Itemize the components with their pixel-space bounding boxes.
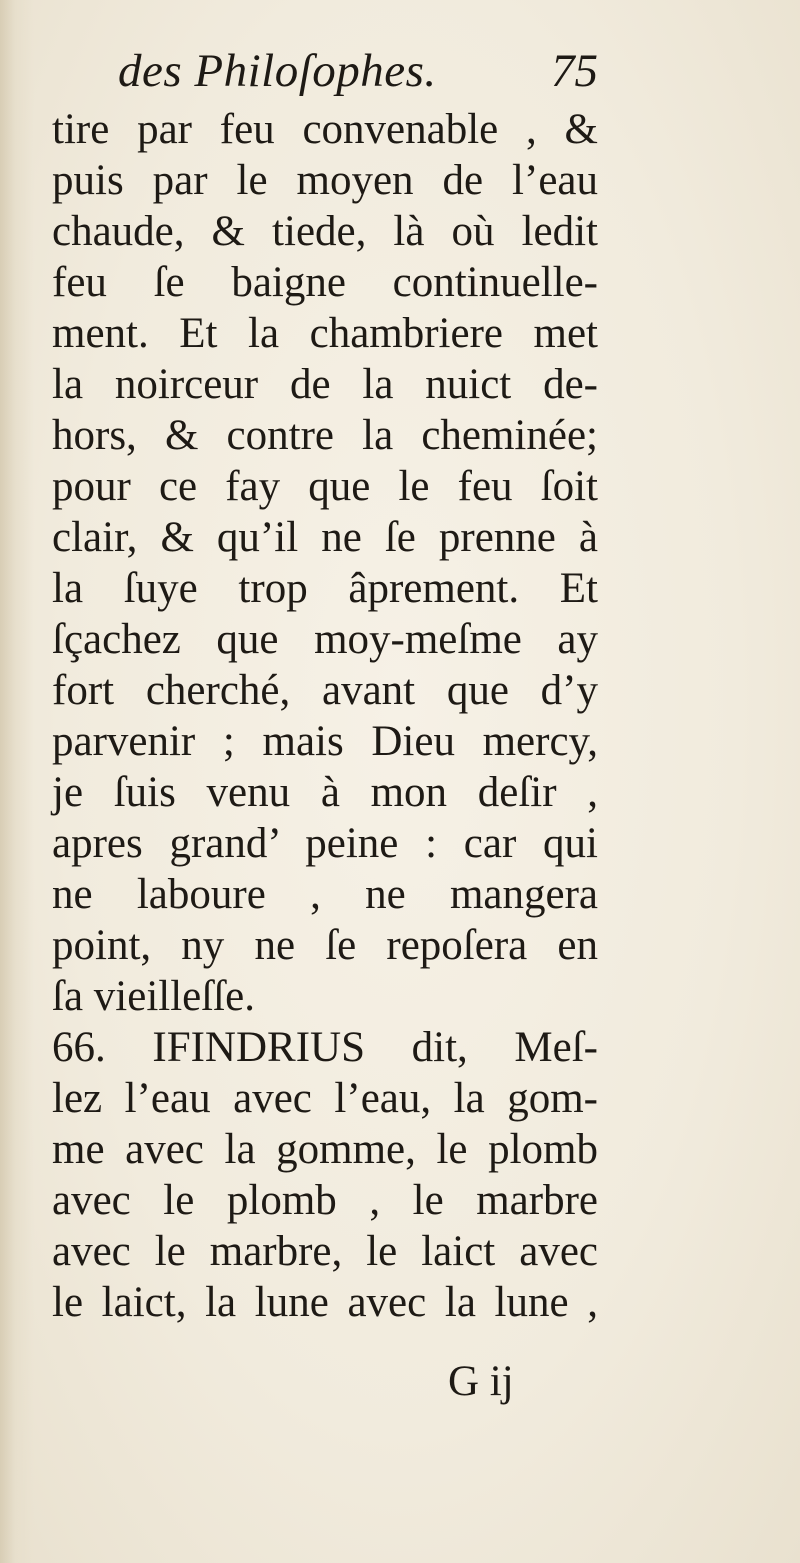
text-line: apres grand’ peine : car qui xyxy=(52,820,598,867)
text-line: tire par feu convenable , & xyxy=(52,106,598,153)
body-text xyxy=(52,104,598,1328)
text-line: chaude, & tiede, là où ledit xyxy=(52,208,598,255)
text-line: avec le marbre, le laict avec xyxy=(52,1228,598,1275)
text-line: hors, & contre la cheminée; xyxy=(52,412,598,459)
text-line: fort cherché, avant que d’y xyxy=(52,667,598,714)
text-line: la noirceur de la nuict de- xyxy=(52,361,598,408)
text-line: ſçachez que moy-meſme ay xyxy=(52,616,598,663)
text-line: puis par le moyen de l’eau xyxy=(52,157,598,204)
page-header xyxy=(118,40,598,102)
text-line: ment. Et la chambriere met xyxy=(52,310,598,357)
text-line: point, ny ne ſe repoſera en xyxy=(52,922,598,969)
text-line: je ſuis venu à mon deſir , xyxy=(52,769,598,816)
text-line: ſa vieilleſſe. xyxy=(52,973,255,1020)
text-line: 66. IFINDRIUS dit, Meſ- xyxy=(52,1024,598,1071)
text-line: le laict, la lune avec la lune , xyxy=(52,1279,598,1326)
running-title: des Philoſophes. xyxy=(118,45,437,97)
text-line: lez l’eau avec l’eau, la gom- xyxy=(52,1075,598,1122)
text-line: feu ſe baigne continuelle- xyxy=(52,259,598,306)
text-line: parvenir ; mais Dieu mercy, xyxy=(52,718,598,765)
text-line: la ſuye trop âprement. Et xyxy=(52,565,598,612)
text-line: clair, & qu’il ne ſe prenne à xyxy=(52,514,598,561)
text-line: me avec la gomme, le plomb xyxy=(52,1126,598,1173)
text-line: pour ce fay que le feu ſoit xyxy=(52,463,598,510)
text-line: ne laboure , ne mangera xyxy=(52,871,598,918)
signature-mark: G ij xyxy=(448,1358,514,1405)
text-line: avec le plomb , le marbre xyxy=(52,1177,598,1224)
page-gutter-shadow xyxy=(0,0,34,1563)
page-number: 75 xyxy=(551,45,598,97)
